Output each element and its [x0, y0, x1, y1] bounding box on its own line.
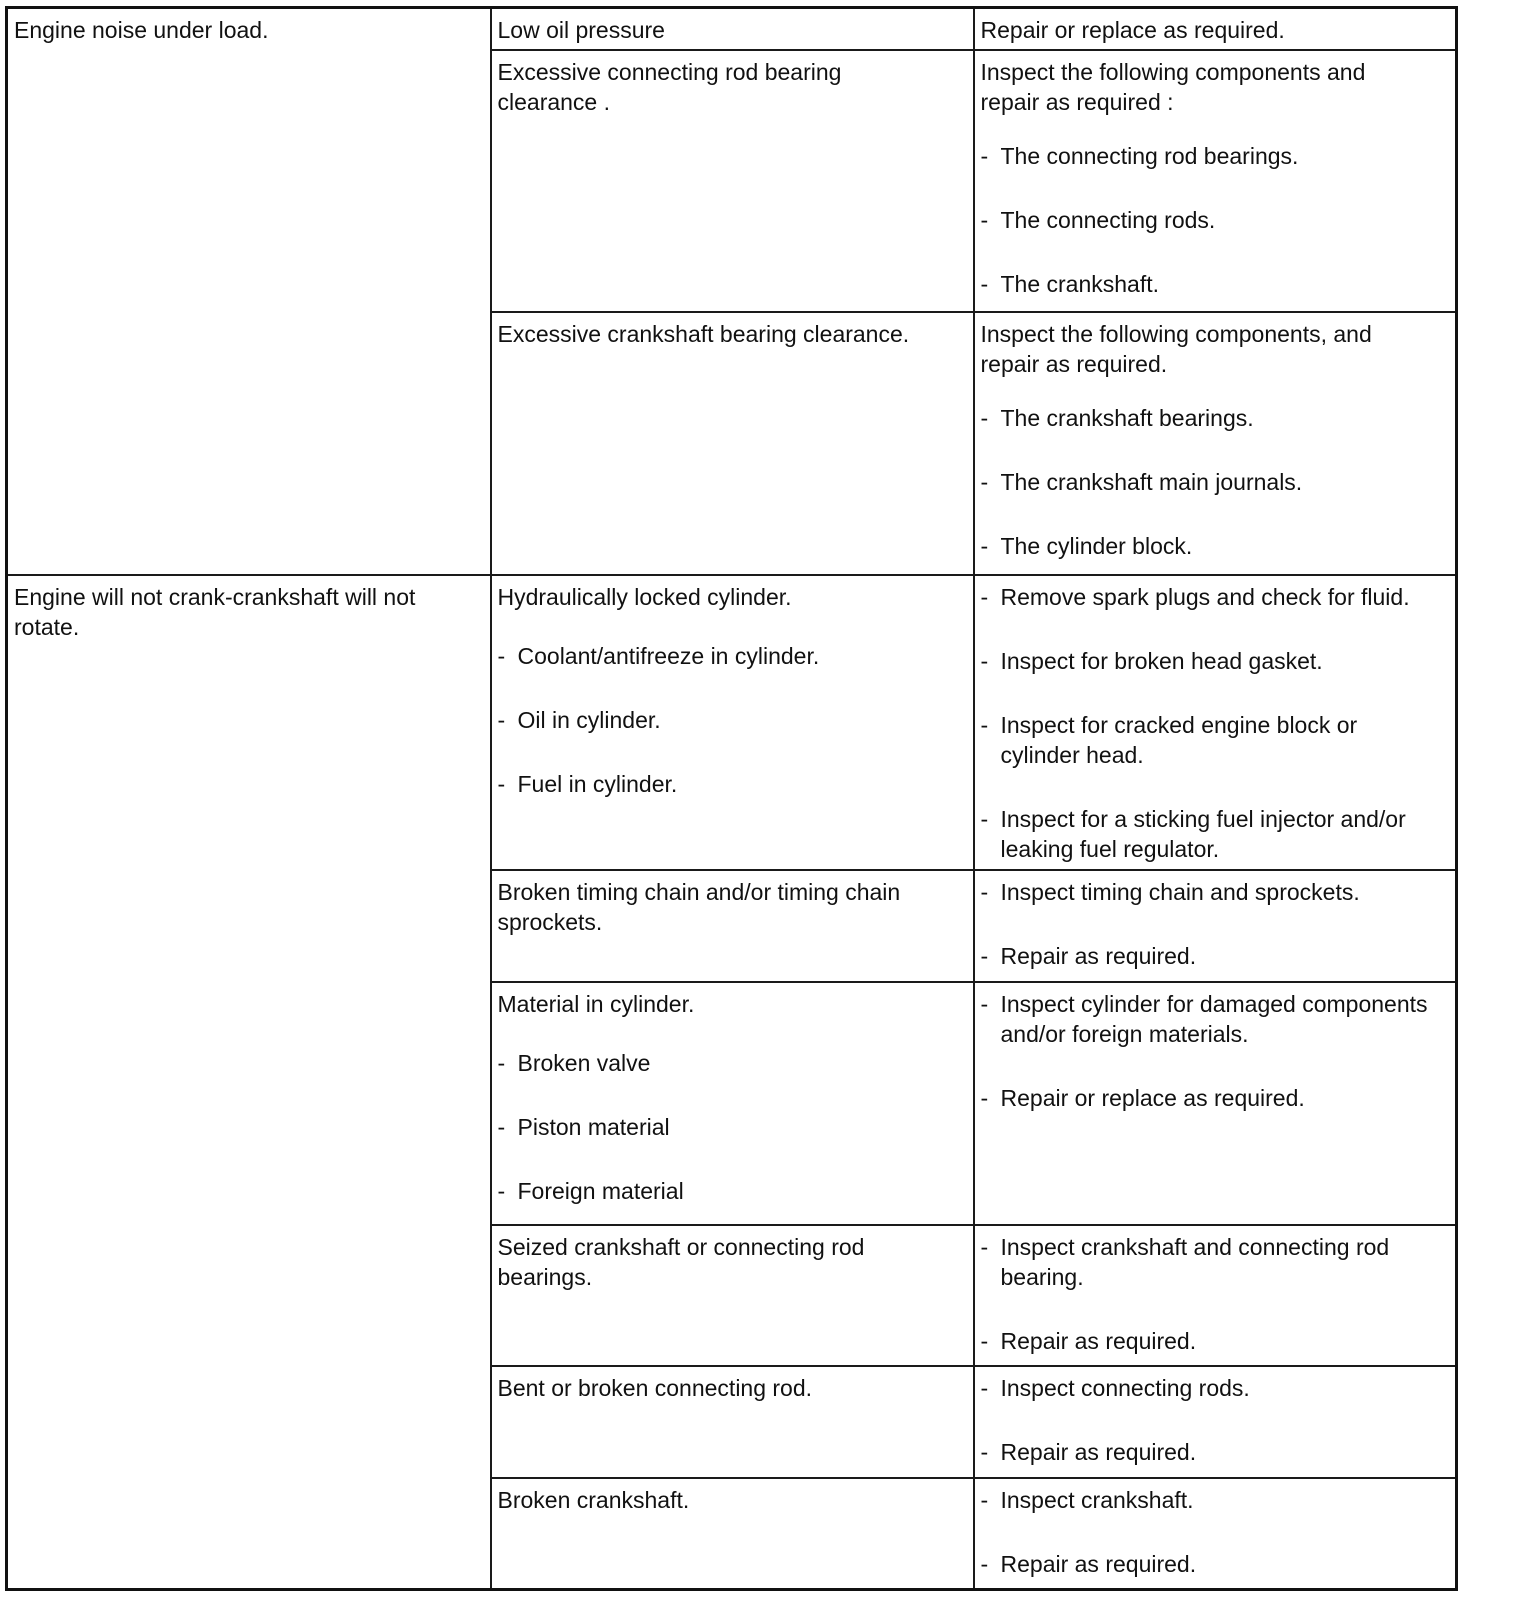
cause-text: [498, 57, 967, 117]
cause-line: sprockets.: [497, 908, 603, 935]
dash: -: [980, 270, 989, 297]
cause-item: [498, 1112, 967, 1142]
table-row: [7, 8, 1457, 50]
action-item-text: The connecting rod bearings.: [1000, 142, 1299, 169]
action-item: [981, 989, 1450, 1049]
action-cell: [974, 575, 1457, 870]
diagnosis-table: [5, 6, 1458, 1591]
dash: -: [980, 1084, 989, 1111]
cause-line: Seized crankshaft or connecting rod: [497, 1233, 865, 1260]
action-item-text: Repair or replace as required.: [1000, 1084, 1305, 1111]
cause-item-text: Coolant/antifreeze in cylinder.: [517, 642, 820, 669]
cause-text: [498, 1232, 967, 1292]
cause-cell: [491, 312, 974, 575]
cause-item: [498, 641, 967, 671]
action-item: [981, 1232, 1450, 1292]
action-item-text: and/or foreign materials.: [1000, 1020, 1249, 1047]
action-item: [981, 205, 1450, 235]
action-item-text: The crankshaft.: [1000, 270, 1160, 297]
symptom-text: Engine noise under load.: [14, 17, 269, 43]
dash: -: [980, 583, 989, 610]
action-cell: [974, 8, 1457, 50]
action-item: [981, 804, 1450, 864]
action-item: [981, 1437, 1450, 1467]
action-item: [981, 1549, 1450, 1579]
symptom-text: [14, 582, 484, 642]
cause-cell: [491, 1366, 974, 1478]
cause-cell: [491, 982, 974, 1225]
cause-item-text: Foreign material: [517, 1177, 684, 1204]
cause-cell: [491, 870, 974, 982]
action-item-text: leaking fuel regulator.: [1000, 835, 1220, 862]
action-text: Repair or replace as required.: [980, 17, 1285, 43]
action-item-text: Repair as required.: [1000, 1327, 1197, 1354]
dash: -: [980, 805, 989, 832]
cause-line: Broken timing chain and/or timing chain: [497, 878, 901, 905]
action-item-text: Repair as required.: [1000, 1438, 1197, 1465]
dash: -: [980, 142, 989, 169]
action-item-text: Inspect for a sticking fuel injector and/or: [1000, 805, 1406, 832]
symptom-line: Engine will not crank-crankshaft will not: [14, 583, 416, 610]
dash: -: [497, 1049, 506, 1076]
symptom-cell: [7, 8, 491, 575]
action-item-text: The connecting rods.: [1000, 206, 1216, 233]
cause-title: Hydraulically locked cylinder.: [497, 583, 792, 610]
dash: -: [980, 1374, 989, 1401]
action-item: [981, 941, 1450, 971]
action-intro: [981, 57, 1450, 117]
cause-line: Excessive connecting rod bearing: [497, 58, 842, 85]
action-item-text: The cylinder block.: [1000, 532, 1193, 559]
dash: -: [497, 642, 506, 669]
cause-item-text: Fuel in cylinder.: [517, 770, 678, 797]
cause-text: Bent or broken connecting rod.: [497, 1374, 813, 1401]
dash: -: [497, 706, 506, 733]
action-item: [981, 710, 1450, 770]
action-item: [981, 582, 1450, 612]
action-cell: [974, 1478, 1457, 1590]
symptom-line: rotate.: [14, 613, 80, 640]
dash: -: [980, 404, 989, 431]
action-intro: [981, 319, 1450, 379]
dash: -: [980, 468, 989, 495]
action-item-text: bearing.: [1000, 1263, 1084, 1290]
action-item-text: Inspect crankshaft.: [1000, 1486, 1194, 1513]
action-item: [981, 531, 1450, 561]
action-item-text: cylinder head.: [1000, 741, 1144, 768]
cause-item: [498, 705, 967, 735]
dash: -: [980, 532, 989, 559]
cause-cell: [491, 575, 974, 870]
action-item: [981, 1083, 1450, 1113]
cause-cell: [491, 8, 974, 50]
action-item: [981, 646, 1450, 676]
action-cell: [974, 982, 1457, 1225]
cause-text: Low oil pressure: [497, 17, 665, 43]
dash: -: [980, 1486, 989, 1513]
action-item-text: Inspect for broken head gasket.: [1000, 647, 1323, 674]
table-row: [7, 575, 1457, 870]
action-intro-line: Inspect the following components, and: [980, 320, 1372, 347]
action-item-text: The crankshaft main journals.: [1000, 468, 1303, 495]
cause-text: Excessive crankshaft bearing clearance.: [497, 320, 910, 347]
action-item-text: The crankshaft bearings.: [1000, 404, 1254, 431]
dash: -: [980, 942, 989, 969]
action-item-text: Inspect connecting rods.: [1000, 1374, 1250, 1401]
symptom-cell: [7, 575, 491, 1590]
dash: -: [980, 711, 989, 738]
cause-line: bearings.: [497, 1263, 593, 1290]
action-cell: [974, 50, 1457, 312]
cause-line: clearance .: [497, 88, 611, 115]
cause-item-text: Broken valve: [517, 1049, 651, 1076]
action-item: [981, 1373, 1450, 1403]
action-item: [981, 467, 1450, 497]
action-intro-line: repair as required :: [980, 88, 1174, 115]
action-item-text: Repair as required.: [1000, 1550, 1197, 1577]
dash: -: [497, 1177, 506, 1204]
action-item-text: Repair as required.: [1000, 942, 1197, 969]
dash: -: [980, 1327, 989, 1354]
action-item-text: Remove spark plugs and check for fluid.: [1000, 583, 1410, 610]
action-item-text: Inspect cylinder for damaged components: [1000, 990, 1428, 1017]
action-cell: [974, 312, 1457, 575]
action-cell: [974, 870, 1457, 982]
action-item-text: Inspect crankshaft and connecting rod: [1000, 1233, 1390, 1260]
cause-item: [498, 769, 967, 799]
dash: -: [980, 1233, 989, 1260]
action-item: [981, 269, 1450, 299]
dash: -: [980, 878, 989, 905]
action-item: [981, 877, 1450, 907]
cause-text: Broken crankshaft.: [497, 1486, 690, 1513]
action-intro-line: repair as required.: [980, 350, 1168, 377]
action-item-text: Inspect for cracked engine block or: [1000, 711, 1358, 738]
action-item: [981, 141, 1450, 171]
action-cell: [974, 1225, 1457, 1366]
dash: -: [980, 647, 989, 674]
cause-item-text: Piston material: [517, 1113, 670, 1140]
action-item: [981, 403, 1450, 433]
dash: -: [980, 1438, 989, 1465]
action-item-text: Inspect timing chain and sprockets.: [1000, 878, 1360, 905]
cause-item: [498, 1176, 967, 1206]
dash: -: [497, 770, 506, 797]
cause-text: [498, 877, 967, 937]
dash: -: [497, 1113, 506, 1140]
dash: -: [980, 990, 989, 1017]
action-item: [981, 1326, 1450, 1356]
cause-title: Material in cylinder.: [497, 990, 695, 1017]
action-item: [981, 1485, 1450, 1515]
cause-item: [498, 1048, 967, 1078]
cause-cell: [491, 1225, 974, 1366]
action-intro-line: Inspect the following components and: [980, 58, 1366, 85]
cause-cell: [491, 50, 974, 312]
dash: -: [980, 1550, 989, 1577]
action-cell: [974, 1366, 1457, 1478]
dash: -: [980, 206, 989, 233]
cause-cell: [491, 1478, 974, 1590]
cause-item-text: Oil in cylinder.: [517, 706, 661, 733]
